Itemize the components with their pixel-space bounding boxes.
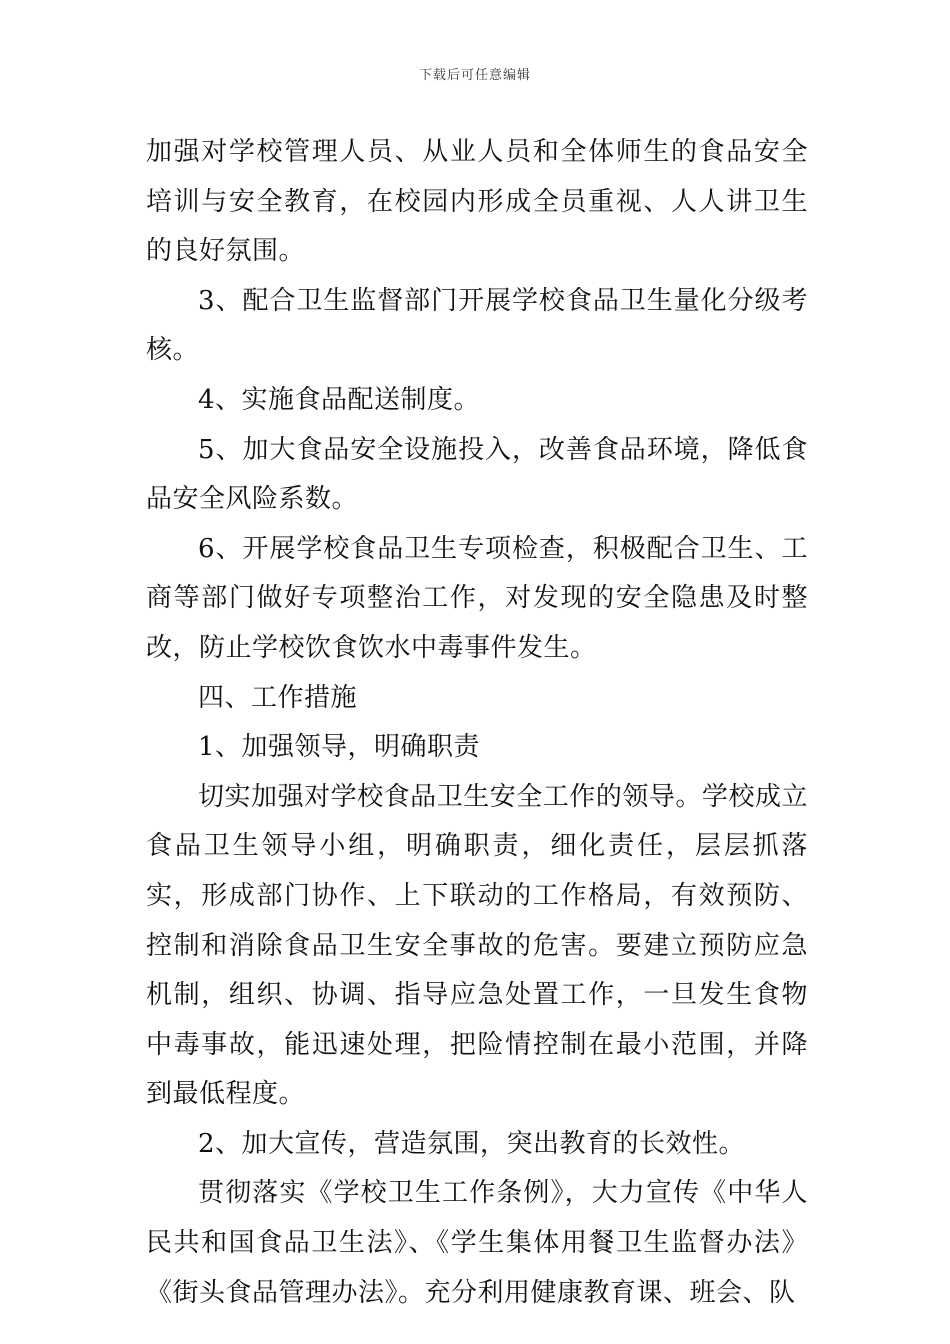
paragraph-6: 切实加强对学校食品卫生安全工作的领导。学校成立食品卫生领导小组，明确职责，细化责任，层层抓落实，形成部门协作、上下联动的工作格局，有效预防、控制和消除食品卫生安全事故的危害。要建立预防应急机制，组织、协调、指导应急处置工作，一旦发生食物中毒事故，能迅速处理，把险情控制在最小范围，并降到最低程度。 [146,781,808,1110]
document-body [146,128,808,1318]
page-header-note: 下载后可任意编辑 [418,68,531,83]
subheading-2: 2、加大宣传，营造氛围，突出教育的长效性。 [198,1128,746,1159]
paragraph-4: 5、加大食品安全设施投入，改善食品环境，降低食品安全风险系数。 [146,434,808,515]
section-heading: 四、工作措施 [198,682,358,713]
paragraph-2: 3、配合卫生监督部门开展学校食品卫生量化分级考核。 [146,285,808,366]
subheading-1: 1、加强领导，明确职责 [198,732,481,763]
paragraph-5: 6、开展学校食品卫生专项检查，积极配合卫生、工商等部门做好专项整治工作，对发现的安全隐患及时整改，防止学校饮食饮水中毒事件发生。 [146,533,808,663]
paragraph-7: 贯彻落实《学校卫生工作条例》，大力宣传《中华人民共和国食品卫生法》、《学生集体用餐卫生监督办法》《街头食品管理办法》。充分利用健康教育课、班会、队 [146,1178,808,1308]
paragraph-3: 4、实施食品配送制度。 [198,384,481,415]
paragraph-1: 加强对学校管理人员、从业人员和全体师生的食品安全培训与安全教育，在校园内形成全员重视、人人讲卫生的良好氛围。 [146,137,808,267]
